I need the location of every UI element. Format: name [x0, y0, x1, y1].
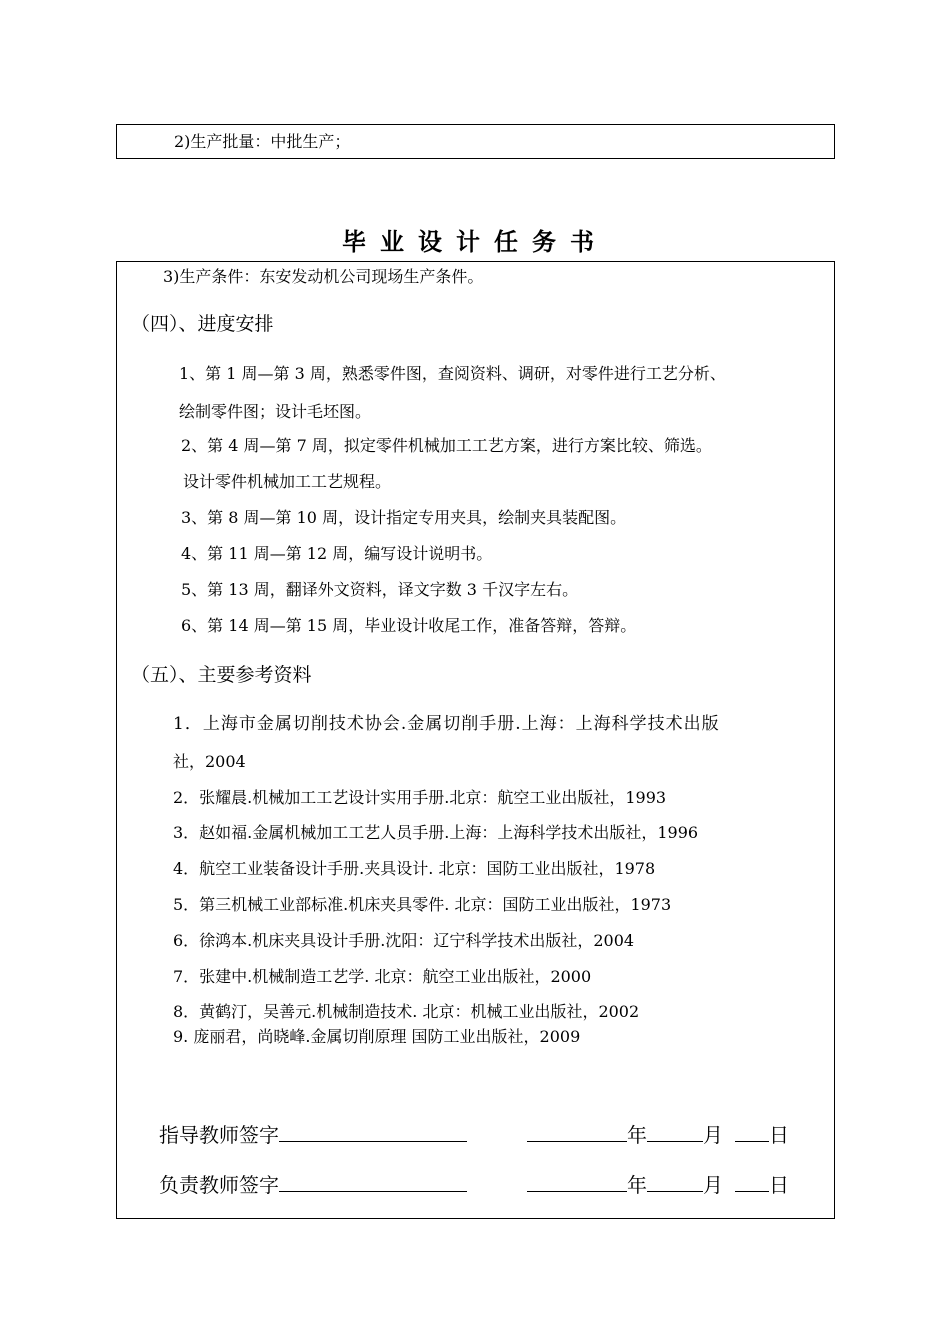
schedule-heading: （四）、进度安排 [131, 313, 274, 335]
schedule-line-2-cont: 设计零件机械加工工艺规程。 [183, 472, 392, 491]
reference-3: 3．赵如福.金属机械加工工艺人员手册.上海：上海科学技术出版社，1996 [173, 823, 699, 842]
responsible-date-row [527, 1173, 789, 1197]
schedule-line-3: 3、第 8 周—第 10 周，设计指定专用夹具，绘制夹具装配图。 [181, 508, 627, 527]
reference-8: 8．黄鹤汀，吴善元.机械制造技术. 北京：机械工业出版社，2002 [173, 1002, 640, 1021]
advisor-day-blank[interactable] [735, 1123, 769, 1142]
reference-1: 1．上海市金属切削技术协会.金属切削手册.上海：上海科学技术出版 [173, 714, 720, 734]
schedule-line-2: 2、第 4 周—第 7 周，拟定零件机械加工工艺方案，进行方案比较、筛选。 [181, 436, 712, 455]
responsible-year-blank[interactable] [527, 1173, 627, 1192]
day-label: 日 [769, 1173, 789, 1197]
reference-4: 4．航空工业装备设计手册.夹具设计. 北京：国防工业出版社，1978 [173, 859, 656, 878]
production-condition-line: 3)生产条件：东安发动机公司现场生产条件。 [163, 267, 484, 286]
responsible-month-blank[interactable] [647, 1173, 703, 1192]
schedule-line-1: 1、第 1 周—第 3 周，熟悉零件图，查阅资料、调研，对零件进行工艺分析、 [179, 364, 726, 383]
reference-9: 9. 庞丽君，尚晓峰.金属切削原理 国防工业出版社，2009 [173, 1027, 581, 1046]
schedule-line-1-cont: 绘制零件图；设计毛坯图。 [179, 402, 372, 421]
reference-6: 6．徐鸿本.机床夹具设计手册.沈阳：辽宁科学技术出版社，2004 [173, 931, 635, 950]
reference-5: 5．第三机械工业部标准.机床夹具零件. 北京：国防工业出版社，1973 [173, 895, 672, 914]
responsible-signature-blank[interactable] [279, 1173, 467, 1192]
top-table-cell [116, 124, 835, 159]
advisor-signature-label: 指导教师签字 [159, 1123, 279, 1147]
advisor-signature-blank[interactable] [279, 1123, 467, 1142]
reference-7: 7．张建中.机械制造工艺学. 北京：航空工业出版社，2000 [173, 967, 592, 986]
reference-1-cont: 社，2004 [173, 752, 246, 771]
references-heading: （五）、主要参考资料 [131, 664, 312, 686]
day-label: 日 [769, 1123, 789, 1147]
advisor-date-row [527, 1123, 789, 1147]
main-table-cell [116, 261, 835, 1219]
production-batch-line: 2)生产批量：中批生产； [174, 132, 351, 151]
schedule-line-5: 5、第 13 周，翻译外文资料，译文字数 3 千汉字左右。 [181, 580, 579, 599]
month-label: 月 [703, 1173, 723, 1197]
schedule-line-4: 4、第 11 周—第 12 周，编写设计说明书。 [181, 544, 493, 563]
advisor-year-blank[interactable] [527, 1123, 627, 1142]
advisor-month-blank[interactable] [647, 1123, 703, 1142]
month-label: 月 [703, 1123, 723, 1147]
responsible-signature-row [159, 1173, 467, 1197]
advisor-signature-row [159, 1123, 467, 1147]
schedule-line-6: 6、第 14 周—第 15 周，毕业设计收尾工作，准备答辩，答辩。 [181, 616, 637, 635]
responsible-day-blank[interactable] [735, 1173, 769, 1192]
year-label: 年 [627, 1123, 647, 1147]
page-title: 毕业设计任务书 [342, 228, 608, 256]
reference-2: 2．张耀晨.机械加工工艺设计实用手册.北京：航空工业出版社，1993 [173, 788, 667, 807]
responsible-signature-label: 负责教师签字 [159, 1173, 279, 1197]
year-label: 年 [627, 1173, 647, 1197]
